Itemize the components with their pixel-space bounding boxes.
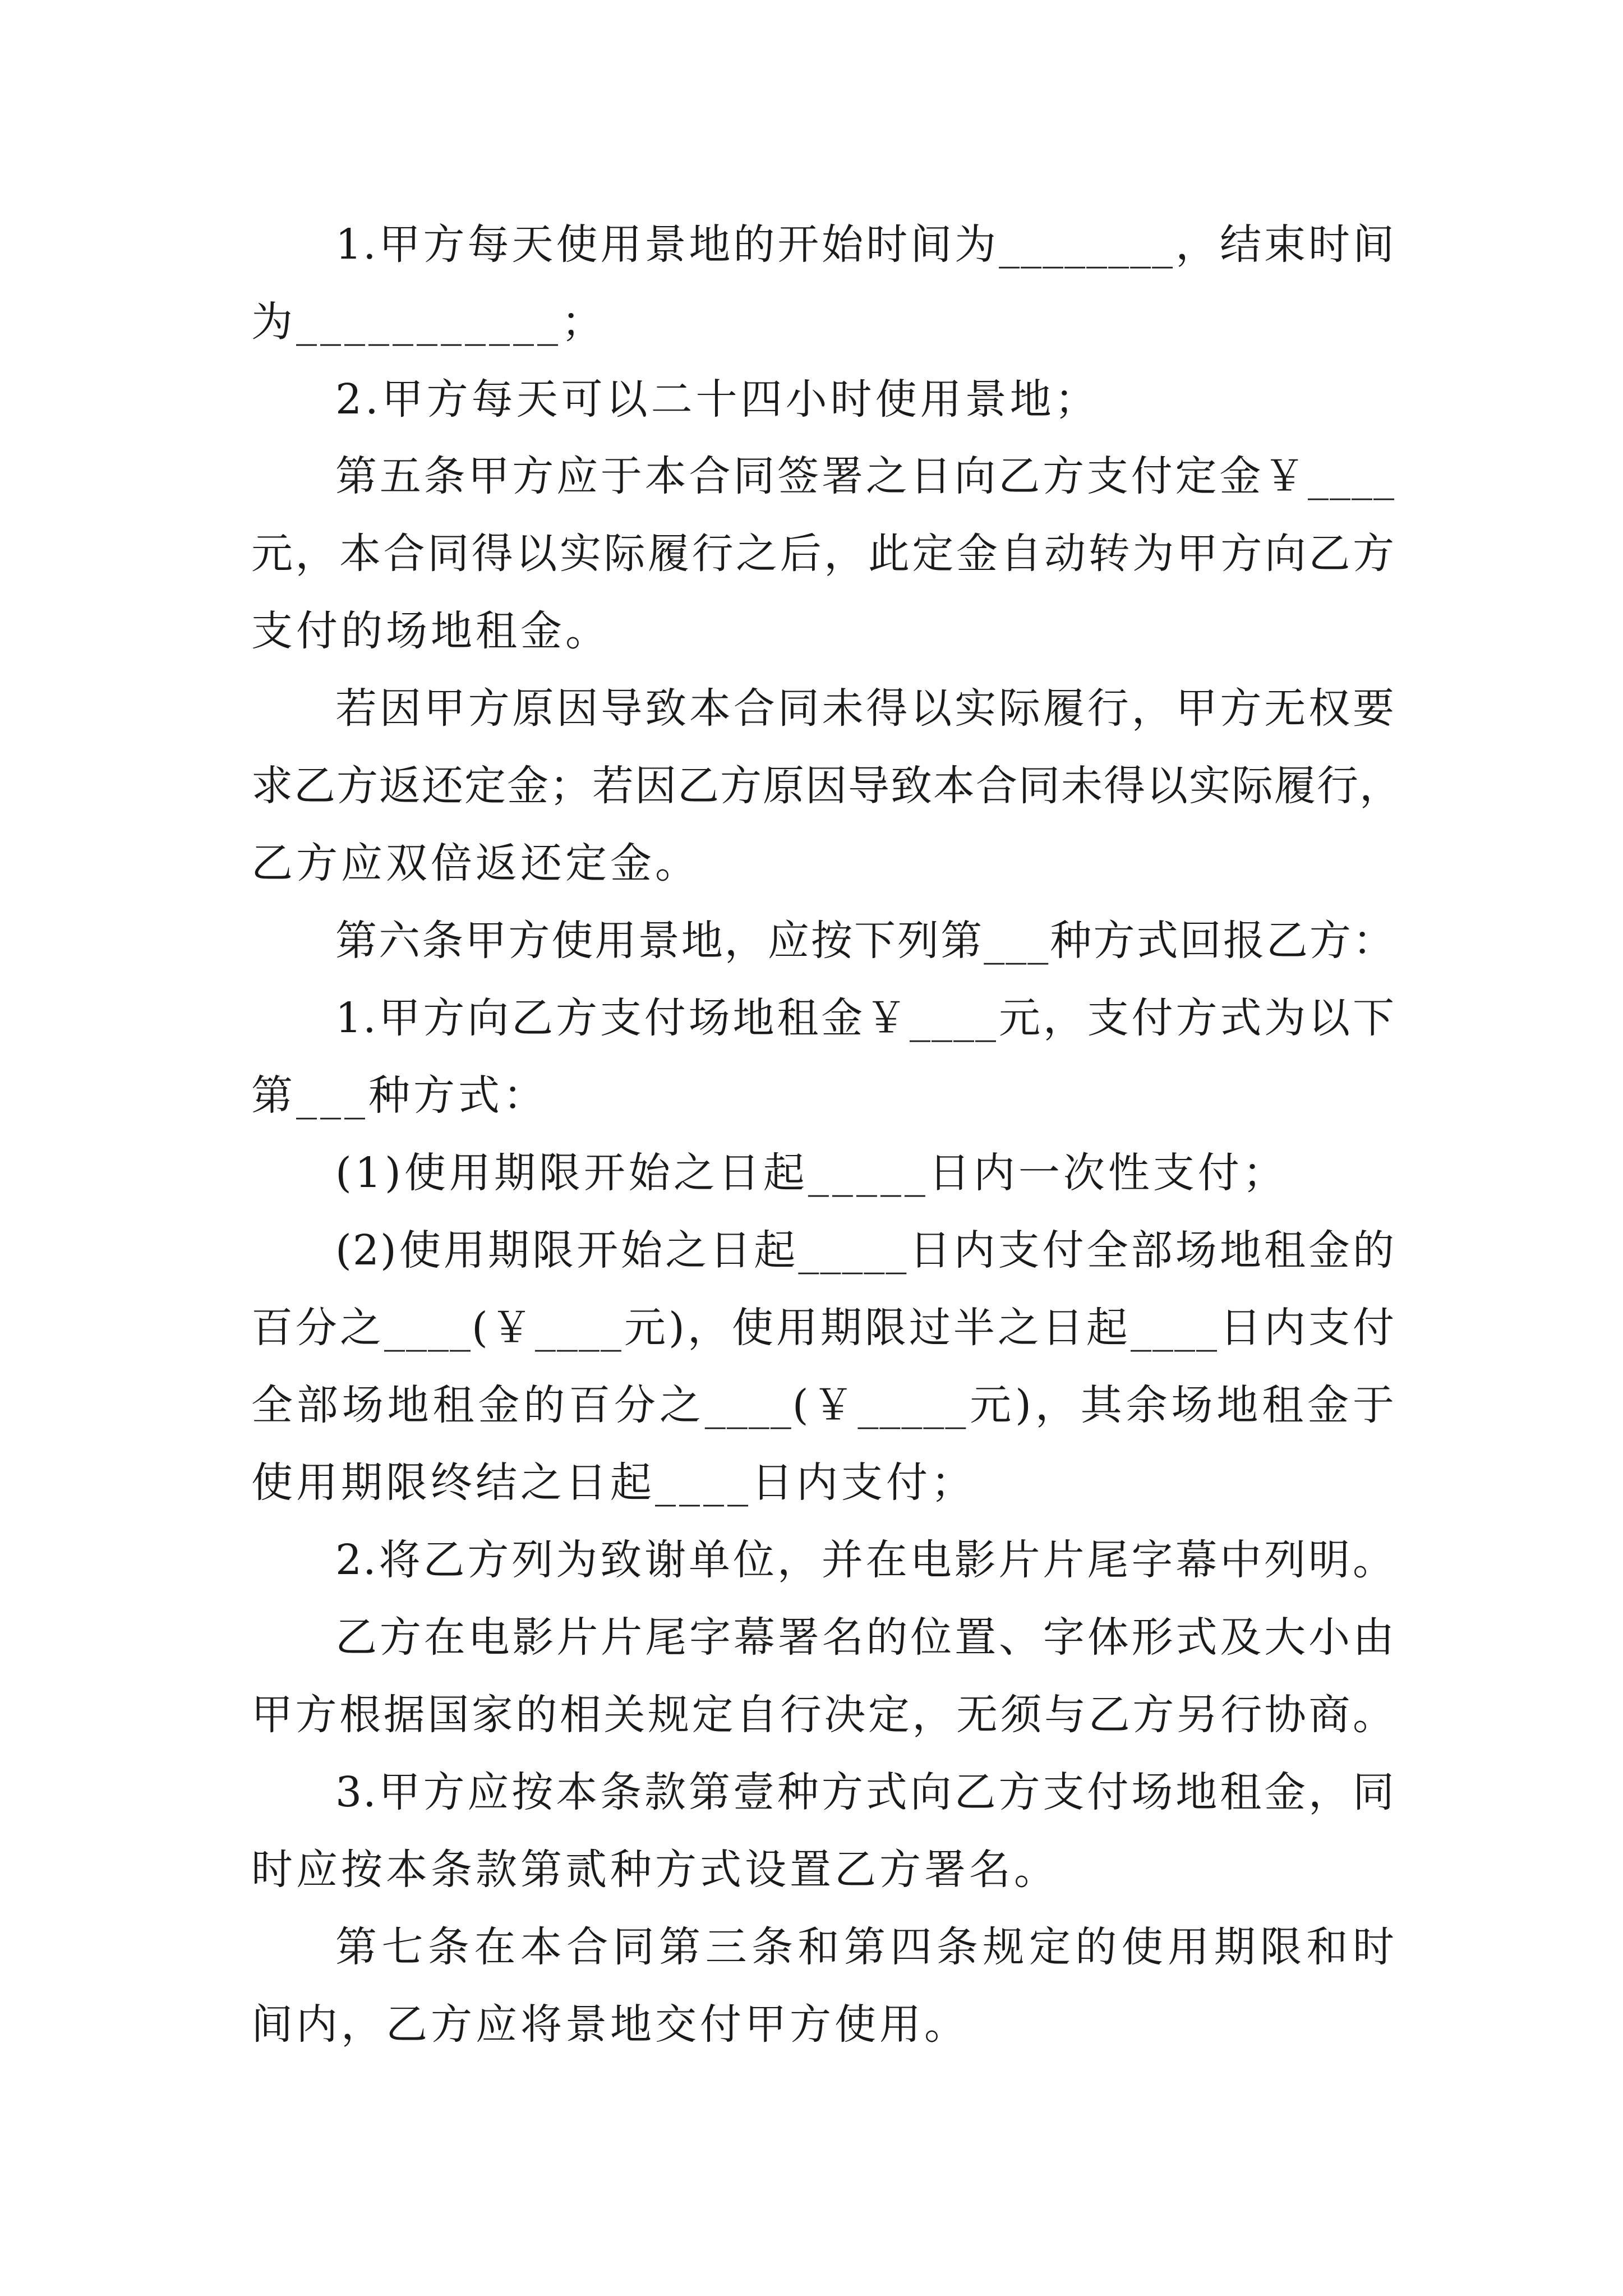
text-line: 1.甲方向乙方支付场地租金￥____元，支付方式为以下 <box>335 994 1395 1042</box>
text-line: 第七条在本合同第三条和第四条规定的使用期限和时 <box>335 1923 1395 1971</box>
text-line: 使用期限终结之日起____日内支付； <box>251 1458 976 1507</box>
text-line: 时应按本条款第贰种方式设置乙方署名。 <box>251 1846 1059 1894</box>
text-line: 3.甲方应按本条款第壹种方式向乙方支付场地租金，同 <box>335 1768 1395 1816</box>
text-line: 第五条甲方应于本合同签署之日向乙方支付定金￥____ <box>335 452 1395 500</box>
text-line: (2)使用期限开始之日起_____日内支付全部场地租金的 <box>335 1226 1395 1274</box>
text-line: 元，本合同得以实际履行之后，此定金自动转为甲方向乙方 <box>251 530 1395 578</box>
text-line: 若因甲方原因导致本合同未得以实际履行，甲方无权要 <box>335 684 1395 733</box>
text-line: 为___________； <box>251 298 606 346</box>
text-line: 全部场地租金的百分之____(￥_____元)，其余场地租金于 <box>251 1381 1395 1429</box>
text-line: 2.甲方每天可以二十四小时使用景地； <box>335 375 1100 424</box>
text-line: 求乙方返还定金；若因乙方原因导致本合同未得以实际履行， <box>251 762 1402 810</box>
text-line: 第___种方式： <box>251 1071 548 1120</box>
text-line: 间内，乙方应将景地交付甲方使用。 <box>251 2000 969 2049</box>
text-line: 支付的场地租金。 <box>251 607 610 655</box>
text-line: 2.将乙方列为致谢单位，并在电影片片尾字幕中列明。 <box>335 1536 1395 1584</box>
text-line: 第六条甲方使用景地，应按下列第___种方式回报乙方： <box>335 917 1395 965</box>
text-line: 乙方应双倍返还定金。 <box>251 839 700 887</box>
text-line: (1)使用期限开始之日起_____日内一次性支付； <box>335 1149 1288 1197</box>
text-line: 1.甲方每天使用景地的开始时间为________，结束时间 <box>335 220 1395 269</box>
text-line: 百分之____(￥____元)，使用期限过半之日起____日内支付 <box>251 1304 1395 1352</box>
text-line: 乙方在电影片片尾字幕署名的位置、字体形式及大小由 <box>335 1613 1395 1662</box>
text-line: 甲方根据国家的相关规定自行决定，无须与乙方另行协商。 <box>251 1691 1395 1739</box>
